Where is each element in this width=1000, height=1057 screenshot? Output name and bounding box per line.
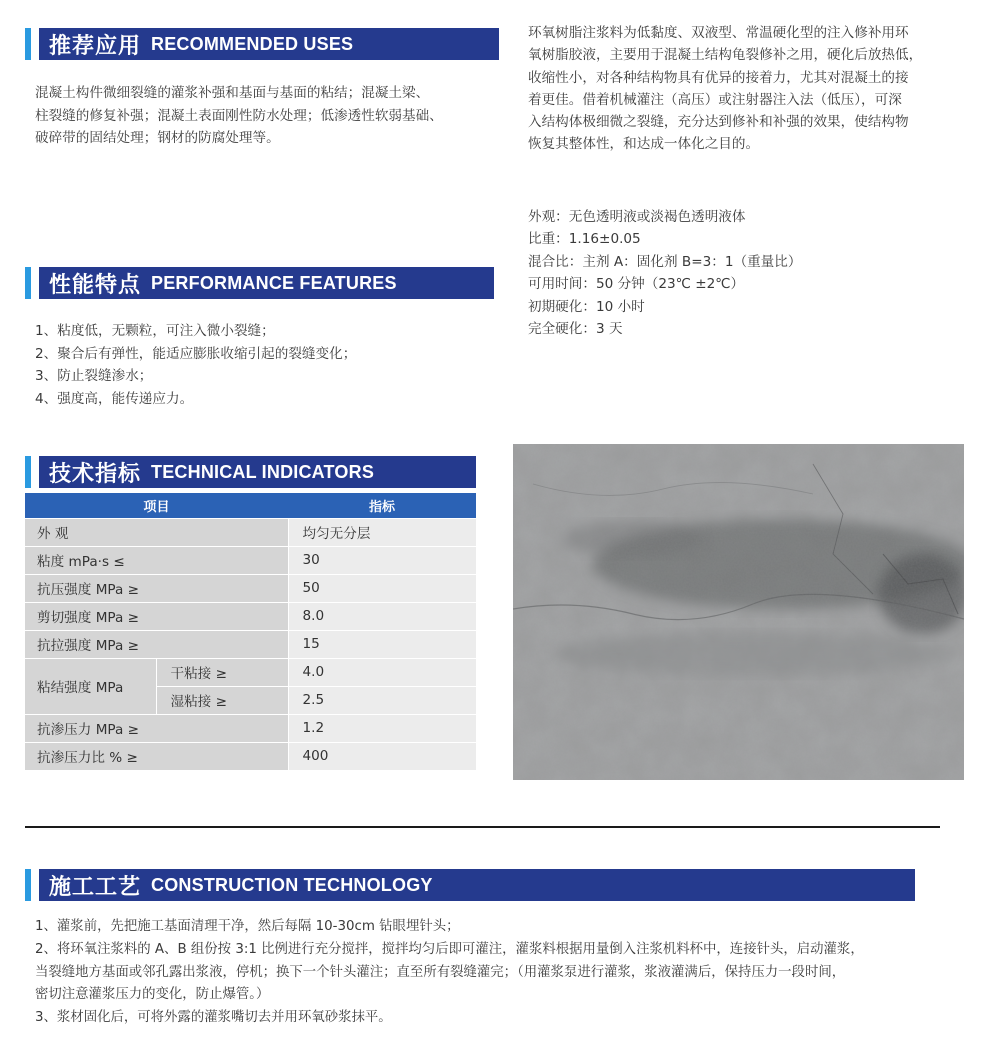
section-accent: [25, 267, 31, 299]
text-line: 着更佳。借着机械灌注（高压）或注射器注入法（低压），可深: [528, 91, 902, 108]
row-item: 粘度 mPa·s ≤: [25, 546, 288, 574]
row-value: 8.0: [288, 602, 476, 630]
table-row: [25, 602, 476, 630]
section-title-cn: 技术指标: [49, 461, 142, 487]
property-line: 完全硬化：3 天: [528, 321, 623, 338]
dry-bond-value: 4.0: [288, 658, 476, 686]
property-line: 初期硬化：10 小时: [528, 298, 645, 315]
row-item: 抗压强度 MPa ≥: [25, 574, 288, 602]
table-row: [25, 518, 476, 546]
construction-technology-header: [25, 869, 915, 901]
concrete-surface-photo: [513, 444, 964, 780]
dry-bond-label: 干粘接 ≥: [156, 658, 288, 686]
row-value: 400: [288, 742, 476, 770]
technical-indicators-header: [25, 456, 476, 488]
section-title-cn: 施工工艺: [49, 874, 142, 900]
row-value: 均匀无分层: [288, 518, 476, 546]
wet-bond-value: 2.5: [288, 686, 476, 714]
step-line: 当裂缝地方基面或邻孔露出浆液，停机；换下一个针头灌注；直至所有裂缝灌完；（用灌浆泵进行灌浆，浆液灌满后，保持压力一段时间，: [35, 964, 846, 980]
table-row: [25, 630, 476, 658]
section-divider: [25, 826, 940, 828]
list-item: 3、防止裂缝渗水；: [35, 368, 153, 384]
table-row: [25, 742, 476, 770]
text-line: 环氧树脂注浆料为低黏度、双液型、常温硬化型的注入修补用环: [528, 25, 909, 41]
list-item: 2、聚合后有弹性，能适应膨胀收缩引起的裂缝变化；: [35, 345, 357, 362]
step-line: 1、灌浆前，先把施工基面清理干净，然后每隔 10-30cm 钻眼埋针头；: [35, 919, 460, 934]
section-title-bar: [39, 456, 476, 488]
text-line: 收缩性小，对各种结构物具有优异的接着力，尤其对混凝土的接: [528, 69, 909, 86]
section-title-en: PERFORMANCE FEATURES: [151, 272, 397, 293]
product-intro: [528, 22, 922, 156]
row-value: 1.2: [288, 714, 476, 742]
text-line: 入结构体极细微之裂缝，充分达到修补和补强的效果，使结构物: [528, 114, 909, 131]
table-row: [25, 714, 476, 742]
section-title-cn: 性能特点: [49, 272, 142, 298]
text-line: 破碎带的固结处理；钢材的防腐处理等。: [35, 130, 280, 146]
header-value: 指标: [288, 493, 476, 518]
property-line: 比重：1.16±0.05: [528, 231, 641, 248]
text-line: 恢复其整体性，和达成一体化之目的。: [528, 136, 760, 153]
step-line: 密切注意灌浆压力的变化，防止爆管。）: [35, 987, 270, 1003]
recommended-uses-header: [25, 28, 499, 60]
row-value: 30: [288, 546, 476, 574]
list-item: 4、强度高，能传递应力。: [35, 390, 194, 407]
construction-steps: [35, 916, 864, 1030]
wet-bond-label: 湿粘接 ≥: [156, 686, 288, 714]
section-accent: [25, 869, 31, 901]
product-properties: [528, 206, 801, 340]
step-line: 3、浆材固化后，可将外露的灌浆嘴切去并用环氧砂浆抹平。: [35, 1010, 392, 1026]
step-line: 2、将环氧注浆料的 A、B 组份按 3:1 比例进行充分搅拌，搅拌均匀后即可灌注，灌浆料根据用量倒入注浆机料杯中，连接针头，启动灌浆，: [35, 941, 864, 957]
table-row: [25, 658, 476, 686]
table-row: [25, 546, 476, 574]
section-title-bar: [39, 267, 494, 299]
section-title-bar: [39, 869, 915, 901]
section-title-en: RECOMMENDED USES: [151, 33, 354, 54]
section-title-cn: 推荐应用: [49, 33, 142, 59]
row-value: 15: [288, 630, 476, 658]
property-line: 可用时间：50 分钟（23℃ ±2℃）: [528, 276, 745, 293]
section-title-en: CONSTRUCTION TECHNOLOGY: [151, 874, 433, 895]
row-item: 抗渗压力比 % ≥: [25, 742, 288, 770]
header-item: 项目: [25, 493, 288, 518]
property-line: 混合比：主剂 A：固化剂 B=3：1（重量比）: [528, 253, 802, 270]
table-header-row: [25, 493, 476, 518]
section-accent: [25, 28, 31, 60]
row-item: 抗拉强度 MPa ≥: [25, 630, 288, 658]
bond-strength-item: 粘结强度 MPa: [25, 658, 156, 714]
property-line: 外观：无色透明液或淡褐色透明液体: [528, 209, 746, 225]
section-title-bar: [39, 28, 499, 60]
technical-indicators-table: [25, 493, 476, 771]
text-line: 混凝土构件微细裂缝的灌浆补强和基面与基面的粘结；混凝土梁、: [35, 85, 430, 101]
section-title-en: TECHNICAL INDICATORS: [151, 461, 375, 482]
row-item: 剪切强度 MPa ≥: [25, 602, 288, 630]
recommended-uses-text: [35, 82, 443, 150]
row-item: 外 观: [25, 518, 288, 546]
text-line: 氧树脂胶液，主要用于混凝土结构龟裂修补之用，硬化后放热低，: [528, 47, 923, 64]
row-item: 抗渗压力 MPa ≥: [25, 714, 288, 742]
row-value: 50: [288, 574, 476, 602]
table-row: [25, 574, 476, 602]
list-item: 1、粘度低，无颗粒，可注入微小裂缝；: [35, 323, 275, 339]
performance-features-list: [35, 320, 356, 410]
performance-features-header: [25, 267, 494, 299]
text-line: 柱裂缝的修复补强；混凝土表面刚性防水处理；低渗透性软弱基础、: [35, 107, 443, 124]
section-accent: [25, 456, 31, 488]
